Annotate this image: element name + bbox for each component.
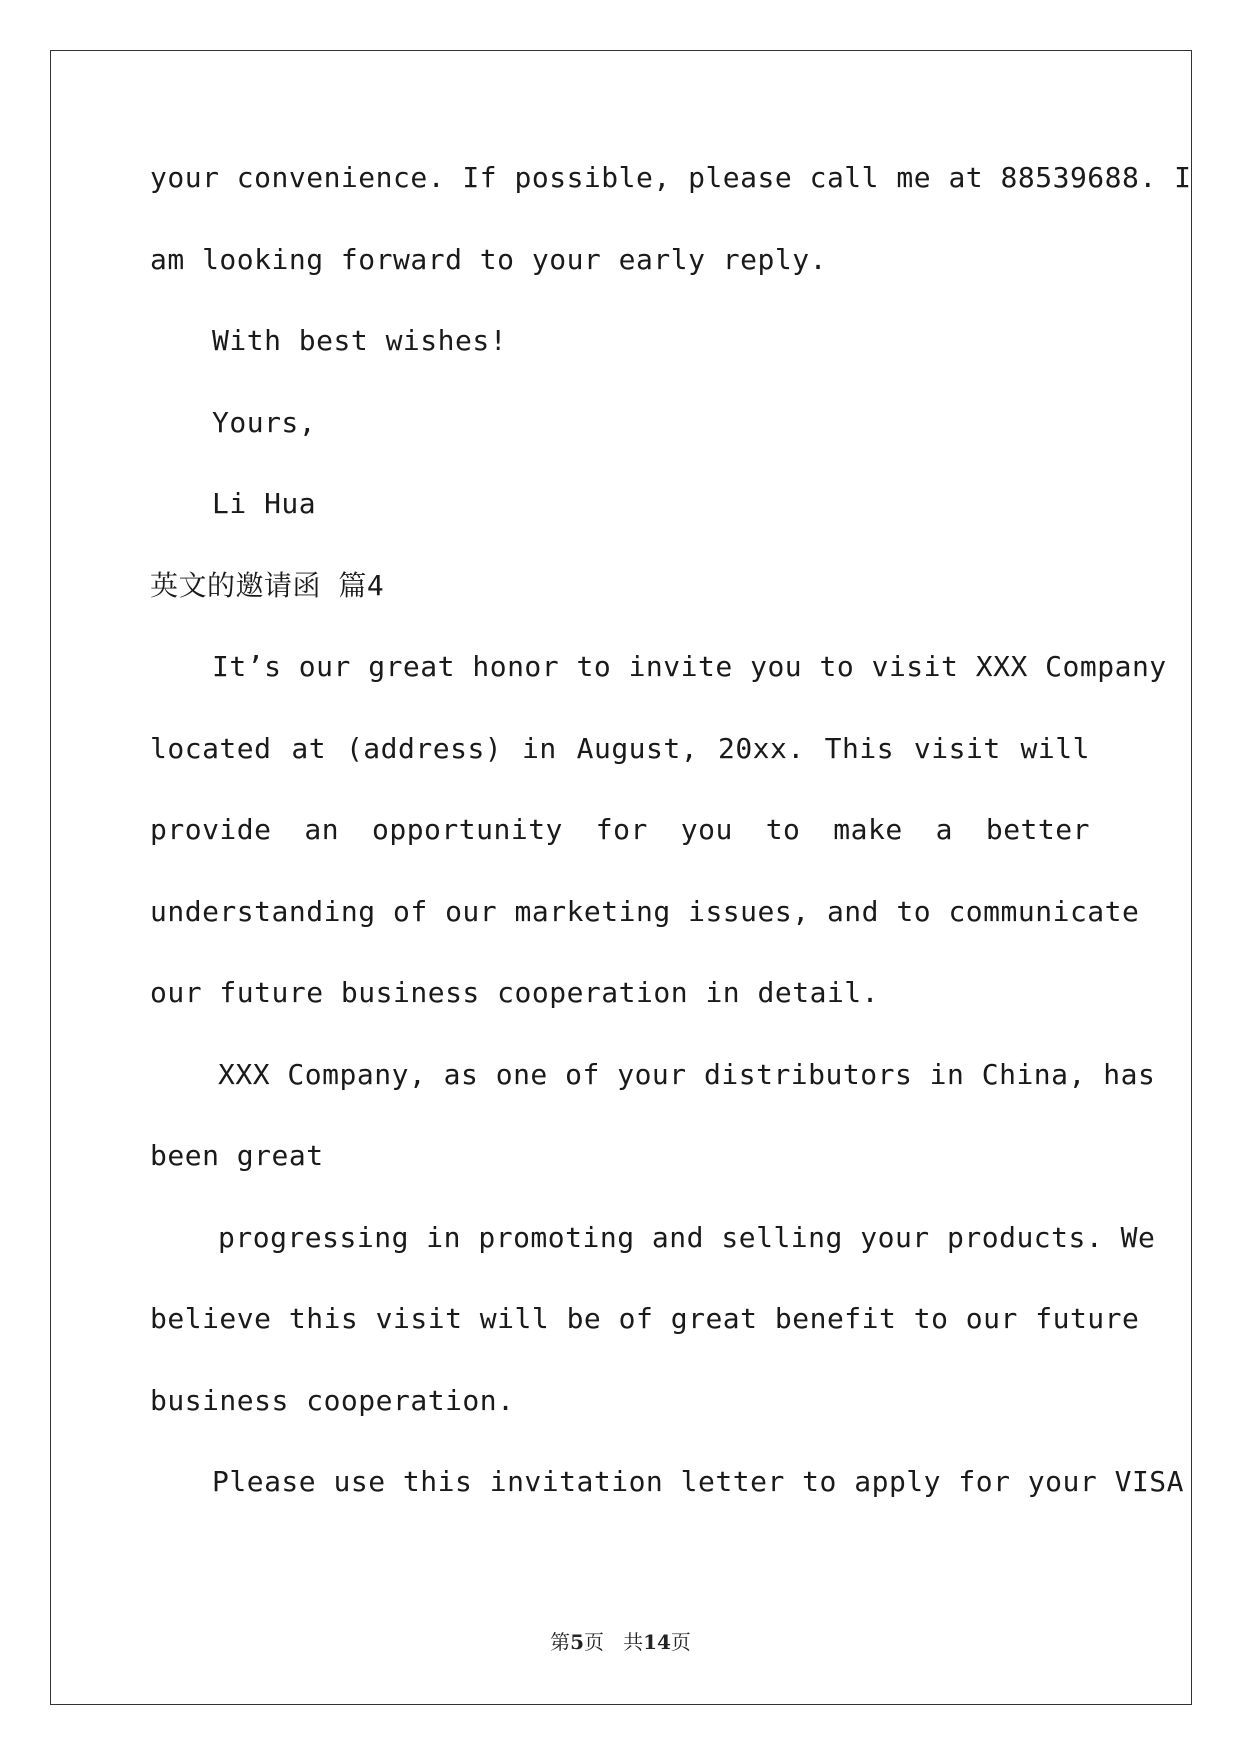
page-footer — [0, 1626, 1241, 1655]
text-line: our future business cooperation in detail. — [150, 976, 880, 1009]
text-line: business cooperation. — [150, 1383, 515, 1417]
text-line: Please use this invitation letter to apply for your VISA — [212, 1465, 1185, 1498]
text-line: provide an opportunity for you to make a better — [150, 813, 1090, 846]
text-line: believe this visit will be of great benefit to our future — [150, 1302, 1140, 1335]
text-line: XXX Company, as one of your distributors in China, has — [218, 1057, 1156, 1091]
section-heading: 英文的邀请函 篇4 — [150, 568, 385, 602]
total-page-count: 14 — [643, 1630, 671, 1654]
text-line: been great — [150, 1139, 324, 1172]
footer-total-suffix: 页 — [670, 1630, 691, 1654]
footer-prefix: 第 — [550, 1630, 571, 1654]
footer-total-prefix: 共 — [623, 1630, 644, 1654]
closing-line: With best wishes! — [212, 324, 508, 357]
text-line: located at (address) in August, 20xx. This visit will — [150, 731, 1090, 765]
text-line: your convenience. If possible, please call me at 88539688. I — [150, 161, 1192, 194]
text-line: am looking forward to your early reply. — [150, 242, 827, 276]
text-line: It’s our great honor to invite you to visit XXX Company — [212, 650, 1167, 683]
current-page-number: 5 — [570, 1630, 584, 1654]
closing-line: Yours, — [212, 405, 317, 439]
text-line: understanding of our marketing issues, and to communicate — [150, 894, 1140, 928]
footer-page-suffix: 页 — [584, 1630, 604, 1654]
text-line: progressing in promoting and selling your products. We — [218, 1220, 1156, 1254]
document-body — [150, 158, 1192, 1544]
signature-name: Li Hua — [212, 487, 317, 520]
